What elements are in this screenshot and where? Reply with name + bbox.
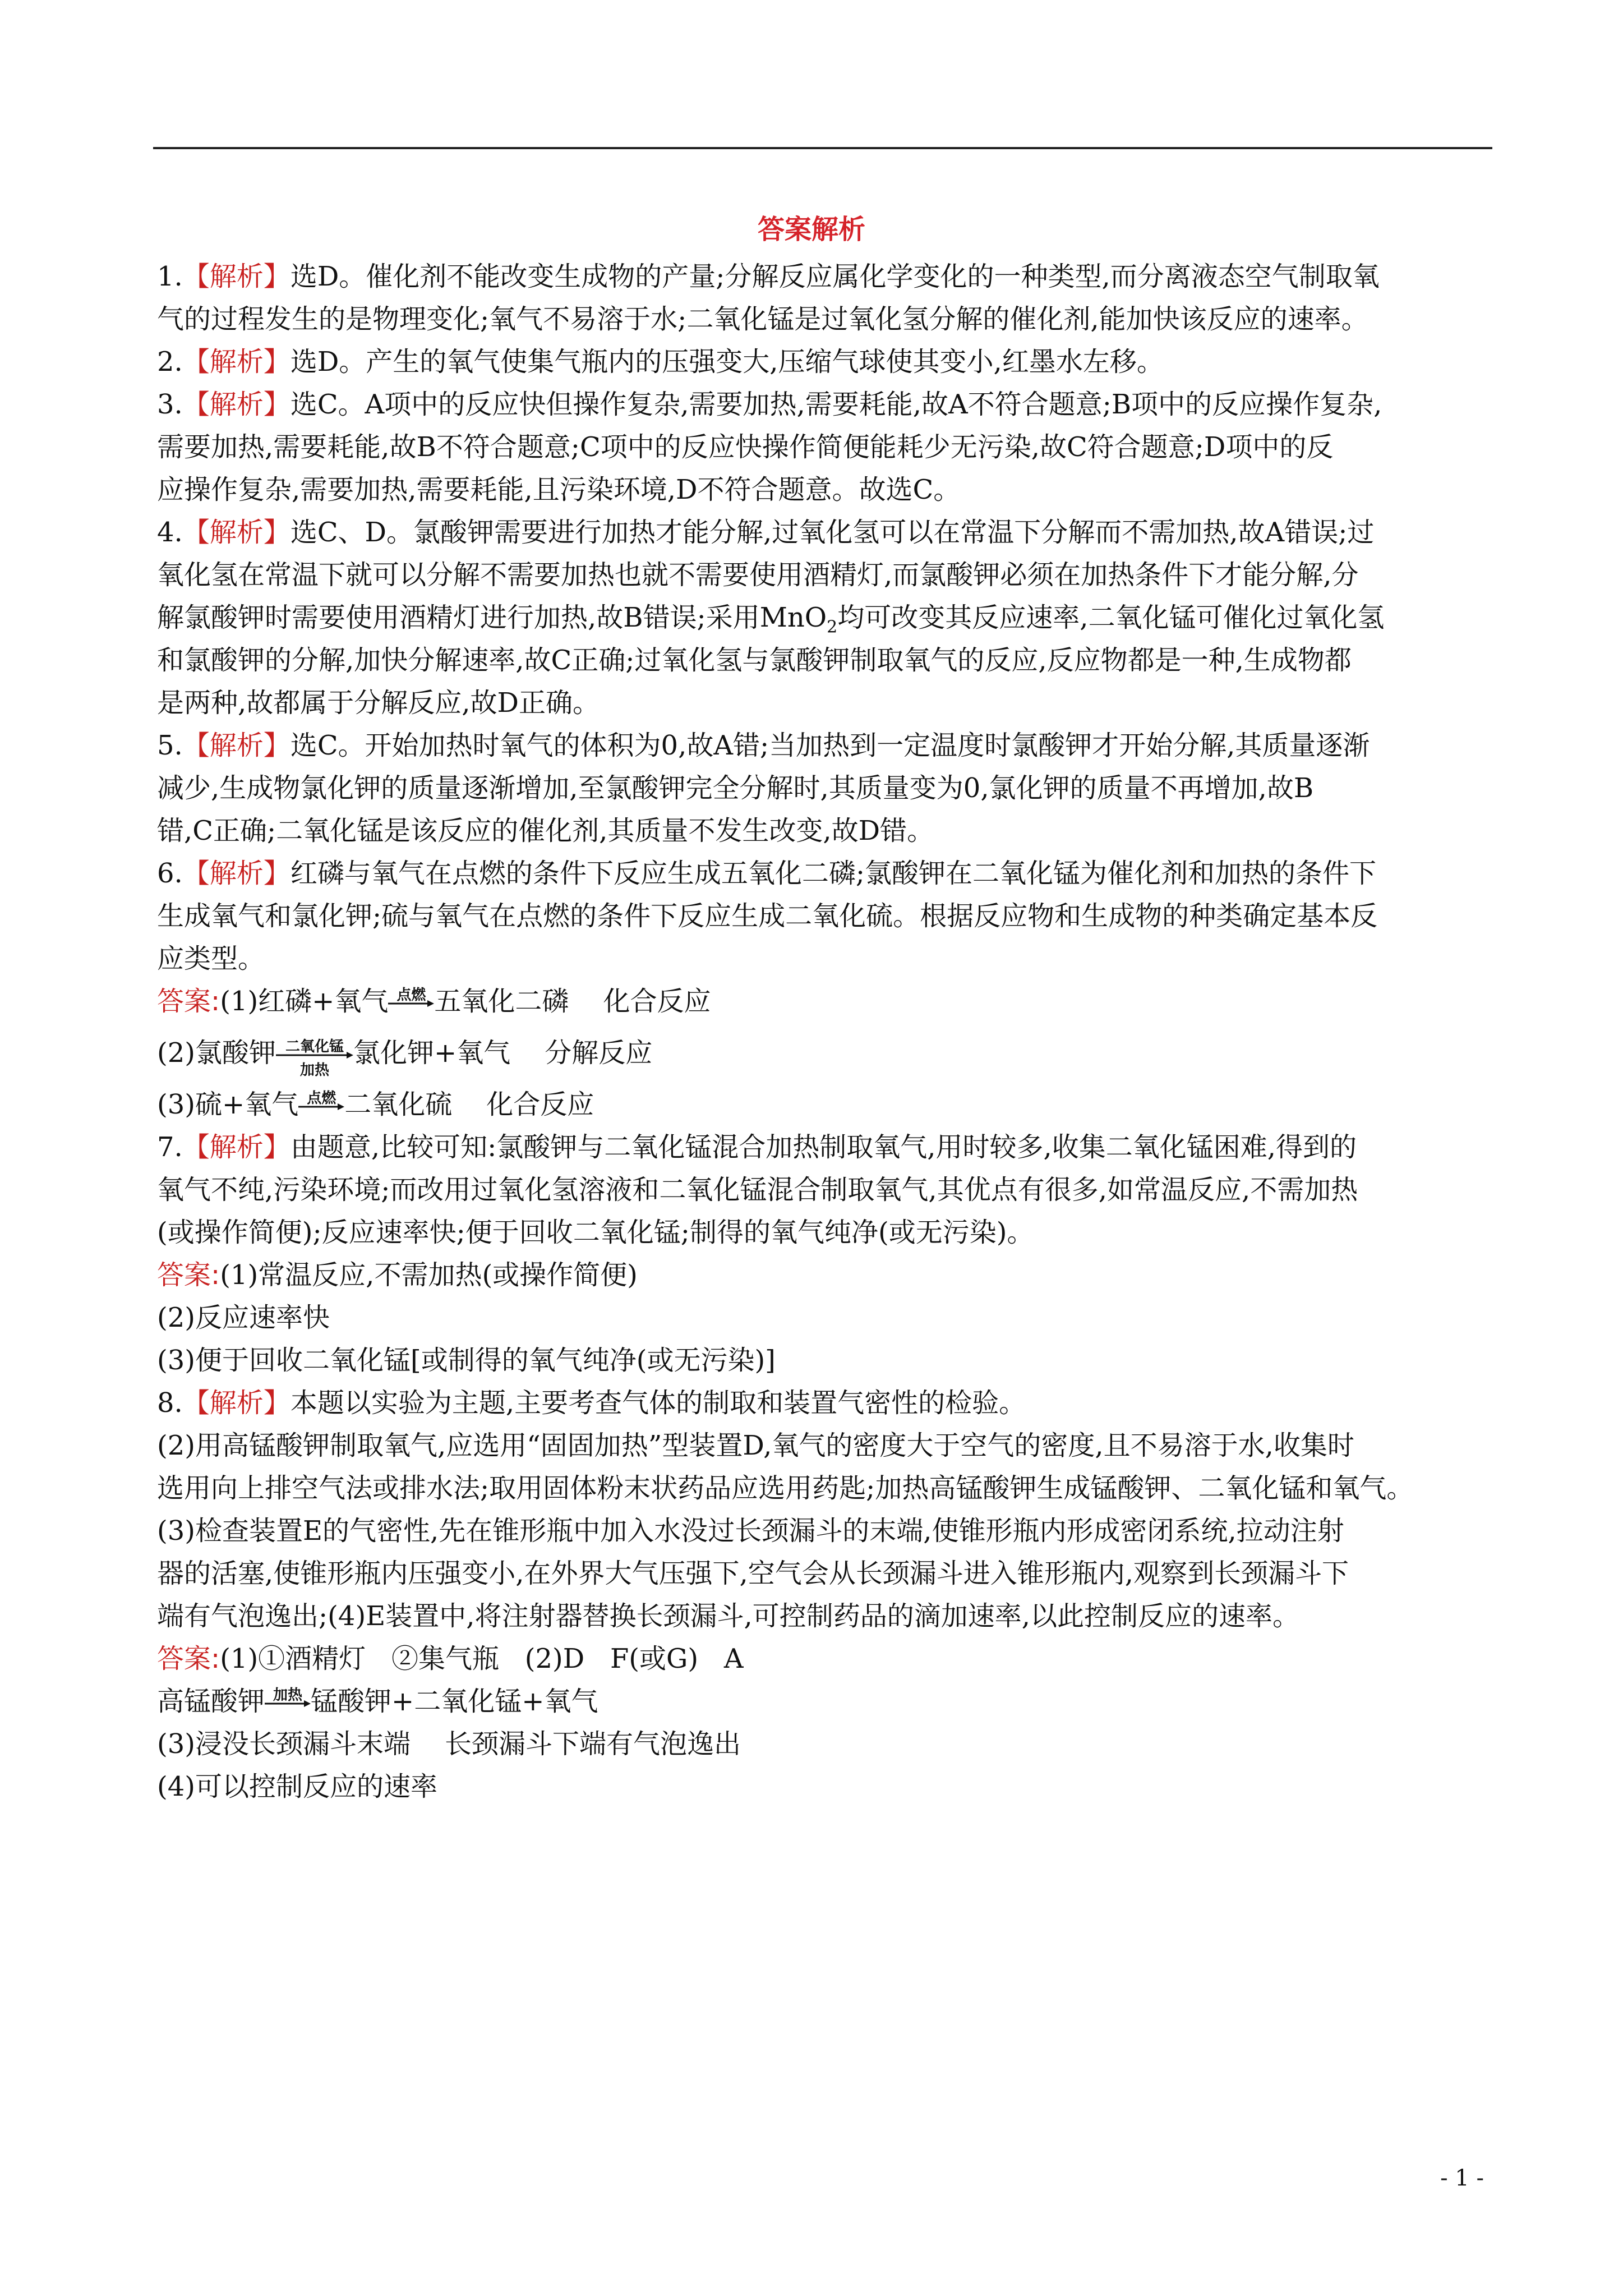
q4-text: 选C、D。氯酸钾需要进行加热才能分解,过氧化氢可以在常温下分解而不需加热,故A错误;过 — [290, 517, 1375, 548]
q2-number: 2. — [157, 346, 183, 378]
q7-answer-1 — [157, 1254, 1497, 1296]
arrow-condition-heat: 加热 — [299, 1061, 329, 1079]
q1-text: 选D。催化剂不能改变生成物的产量;分解反应属化学变化的一种类型,而分离液态空气制取氧 — [290, 261, 1380, 292]
q7-line-3: (或操作简便);反应速率快;便于回收二氧化锰;制得的氧气纯净(或无污染)。 — [157, 1217, 1034, 1248]
analysis-label: 【解析】 — [182, 858, 291, 889]
q5-line-2: 减少,生成物氯化钾的质量逐渐增加,至氯酸钾完全分解时,其质量变为0,氯化钾的质量不再增加,故B — [157, 772, 1314, 804]
q6-text: 红磷与氧气在点燃的条件下反应生成五氧化二磷;氯酸钾在二氧化锰为催化剂和加热的条件下 — [290, 858, 1376, 889]
q3-line-2: 需要加热,需要耗能,故B不符合题意;C项中的反应快操作简便能耗少无污染,故C符合题意;D项中的反 — [157, 431, 1334, 463]
q8-answer-4: (4)可以控制反应的速率 — [157, 1771, 437, 1802]
q8-answer-text: (1)①酒精灯 ②集气瓶 (2)D F(或G) A — [220, 1643, 744, 1674]
equation-reactants: (2)氯酸钾 — [157, 1037, 276, 1069]
analysis-label: 【解析】 — [182, 261, 291, 292]
q8-answer-1 — [157, 1637, 1497, 1680]
q6-answer-1 — [157, 980, 1497, 1023]
equation-reactants: 高锰酸钾 — [157, 1686, 265, 1717]
q4-line-3-b: 均可改变其反应速率,二氧化锰可催化过氧化氢 — [837, 602, 1385, 633]
q8-answer-3: (3)浸没长颈漏斗末端 长颈漏斗下端有气泡逸出 — [157, 1728, 741, 1760]
q6-answer-2 — [157, 1023, 1497, 1083]
analysis-label: 【解析】 — [182, 517, 291, 548]
q8-number: 8. — [157, 1387, 183, 1419]
q8-line-3: 选用向上排空气法或排水法;取用固体粉末状药品应选用药匙;加热高锰酸钾生成锰酸钾、二氧化锰和氧气。 — [157, 1473, 1414, 1504]
reaction-arrow — [265, 1686, 311, 1708]
q8-line-6: 端有气泡逸出;(4)E装置中,将注射器替换长颈漏斗,可控制药品的滴加速率,以此控制反应的速率。 — [157, 1600, 1299, 1632]
q8-answer-equation — [157, 1680, 1497, 1723]
q7-line-1 — [157, 1126, 1497, 1168]
page-title: 答案解析 — [757, 214, 865, 245]
equation-reactants: (1)红磷+氧气 — [220, 986, 389, 1017]
reaction-arrow — [298, 1089, 344, 1111]
q4-number: 4. — [157, 517, 183, 548]
answer-content — [157, 255, 1497, 1808]
q5-text: 选C。开始加热时氧气的体积为0,故A错;当加热到一定温度时氯酸钾才开始分解,其质量逐渐 — [290, 730, 1370, 761]
q6-line-1 — [157, 852, 1497, 895]
q7-answer-2: (2)反应速率快 — [157, 1302, 330, 1333]
subscript: 2 — [827, 617, 838, 637]
equation-products: 二氧化硫 化合反应 — [344, 1089, 594, 1120]
q8-line-1 — [157, 1382, 1497, 1424]
equation-products: 五氧化二磷 化合反应 — [434, 986, 711, 1017]
equation-products: 氯化钾+氧气 分解反应 — [353, 1037, 653, 1069]
q7-text: 由题意,比较可知:氯酸钾与二氧化锰混合加热制取氧气,用时较多,收集二氧化锰困难,得到的 — [290, 1131, 1357, 1163]
q8-line-2: (2)用高锰酸钾制取氧气,应选用“固固加热”型装置D,氧气的密度大于空气的密度,且不易溶于水,收集时 — [157, 1430, 1354, 1461]
answer-label: 答案: — [157, 1643, 220, 1674]
arrow-condition-catalyst: 二氧化锰 — [285, 1038, 344, 1055]
q7-answer-text: (1)常温反应,不需加热(或操作简便) — [220, 1259, 638, 1291]
q6-number: 6. — [157, 858, 183, 889]
arrow-condition: 点燃 — [307, 1089, 336, 1107]
analysis-label: 【解析】 — [182, 346, 291, 378]
header-rule — [153, 147, 1492, 149]
reaction-arrow — [388, 986, 434, 1007]
q7-answer-3: (3)便于回收二氧化锰[或制得的氧气纯净(或无污染)] — [157, 1345, 776, 1376]
analysis-label: 【解析】 — [182, 730, 291, 761]
q4-line-3-a: 解氯酸钾时需要使用酒精灯进行加热,故B错误;采用MnO — [157, 602, 827, 633]
analysis-label: 【解析】 — [182, 1387, 291, 1419]
analysis-label: 【解析】 — [182, 1131, 291, 1163]
q3-number: 3. — [157, 389, 183, 420]
q6-answer-3 — [157, 1083, 1497, 1126]
q8-line-4: (3)检查装置E的气密性,先在锥形瓶中加入水没过长颈漏斗的末端,使锥形瓶内形成密闭系统,拉动注射 — [157, 1515, 1344, 1547]
analysis-label: 【解析】 — [182, 389, 291, 420]
q7-line-2: 氧气不纯,污染环境;而改用过氧化氢溶液和二氧化锰混合制取氧气,其优点有很多,如常温反应,不需加热 — [157, 1174, 1358, 1205]
equation-reactants: (3)硫+氧气 — [157, 1089, 299, 1120]
q6-line-2: 生成氧气和氯化钾;硫与氧气在点燃的条件下反应生成二氧化硫。根据反应物和生成物的种类确定基本反 — [157, 900, 1378, 932]
q3-line-1 — [157, 383, 1497, 426]
page-number: - 1 - — [1440, 2165, 1484, 2191]
q5-line-1 — [157, 724, 1497, 767]
q8-line-5: 器的活塞,使锥形瓶内压强变小,在外界大气压强下,空气会从长颈漏斗进入锥形瓶内,观察到长颈漏斗下 — [157, 1558, 1349, 1589]
arrow-condition: 加热 — [273, 1686, 303, 1704]
q1-line-2: 气的过程发生的是物理变化;氧气不易溶于水;二氧化锰是过氧化氢分解的催化剂,能加快该反应的速率。 — [157, 303, 1368, 335]
q4-line-5: 是两种,故都属于分解反应,故D正确。 — [157, 687, 600, 719]
q5-number: 5. — [157, 730, 183, 761]
q1-number: 1. — [157, 261, 183, 292]
q2-text: 选D。产生的氧气使集气瓶内的压强变大,压缩气球使其变小,红墨水左移。 — [290, 346, 1164, 378]
arrow-condition: 点燃 — [396, 986, 426, 1004]
q2-line-1 — [157, 341, 1497, 383]
q1-line-1 — [157, 255, 1497, 298]
q4-line-2: 氧化氢在常温下就可以分解不需要加热也就不需要使用酒精灯,而氯酸钾必须在加热条件下才能分解,分 — [157, 559, 1359, 591]
q4-line-1 — [157, 511, 1497, 554]
q4-line-3 — [157, 596, 1497, 639]
q8-text: 本题以实验为主题,主要考查气体的制取和装置气密性的检验。 — [290, 1387, 1026, 1419]
reaction-arrow — [276, 1038, 353, 1079]
q3-text: 选C。A项中的反应快但操作复杂,需要加热,需要耗能,故A不符合题意;B项中的反应操作复杂, — [290, 389, 1382, 420]
q3-line-3: 应操作复杂,需要加热,需要耗能,且污染环境,D不符合题意。故选C。 — [157, 474, 961, 505]
q6-line-3: 应类型。 — [157, 943, 265, 974]
answer-label: 答案: — [157, 986, 220, 1017]
q4-line-4: 和氯酸钾的分解,加快分解速率,故C正确;过氧化氢与氯酸钾制取氧气的反应,反应物都是一种,生成物都 — [157, 645, 1352, 676]
q7-number: 7. — [157, 1131, 183, 1163]
answer-label: 答案: — [157, 1259, 220, 1291]
equation-products: 锰酸钾+二氧化锰+氧气 — [311, 1686, 598, 1717]
q5-line-3: 错,C正确;二氧化锰是该反应的催化剂,其质量不发生改变,故D错。 — [157, 815, 934, 846]
